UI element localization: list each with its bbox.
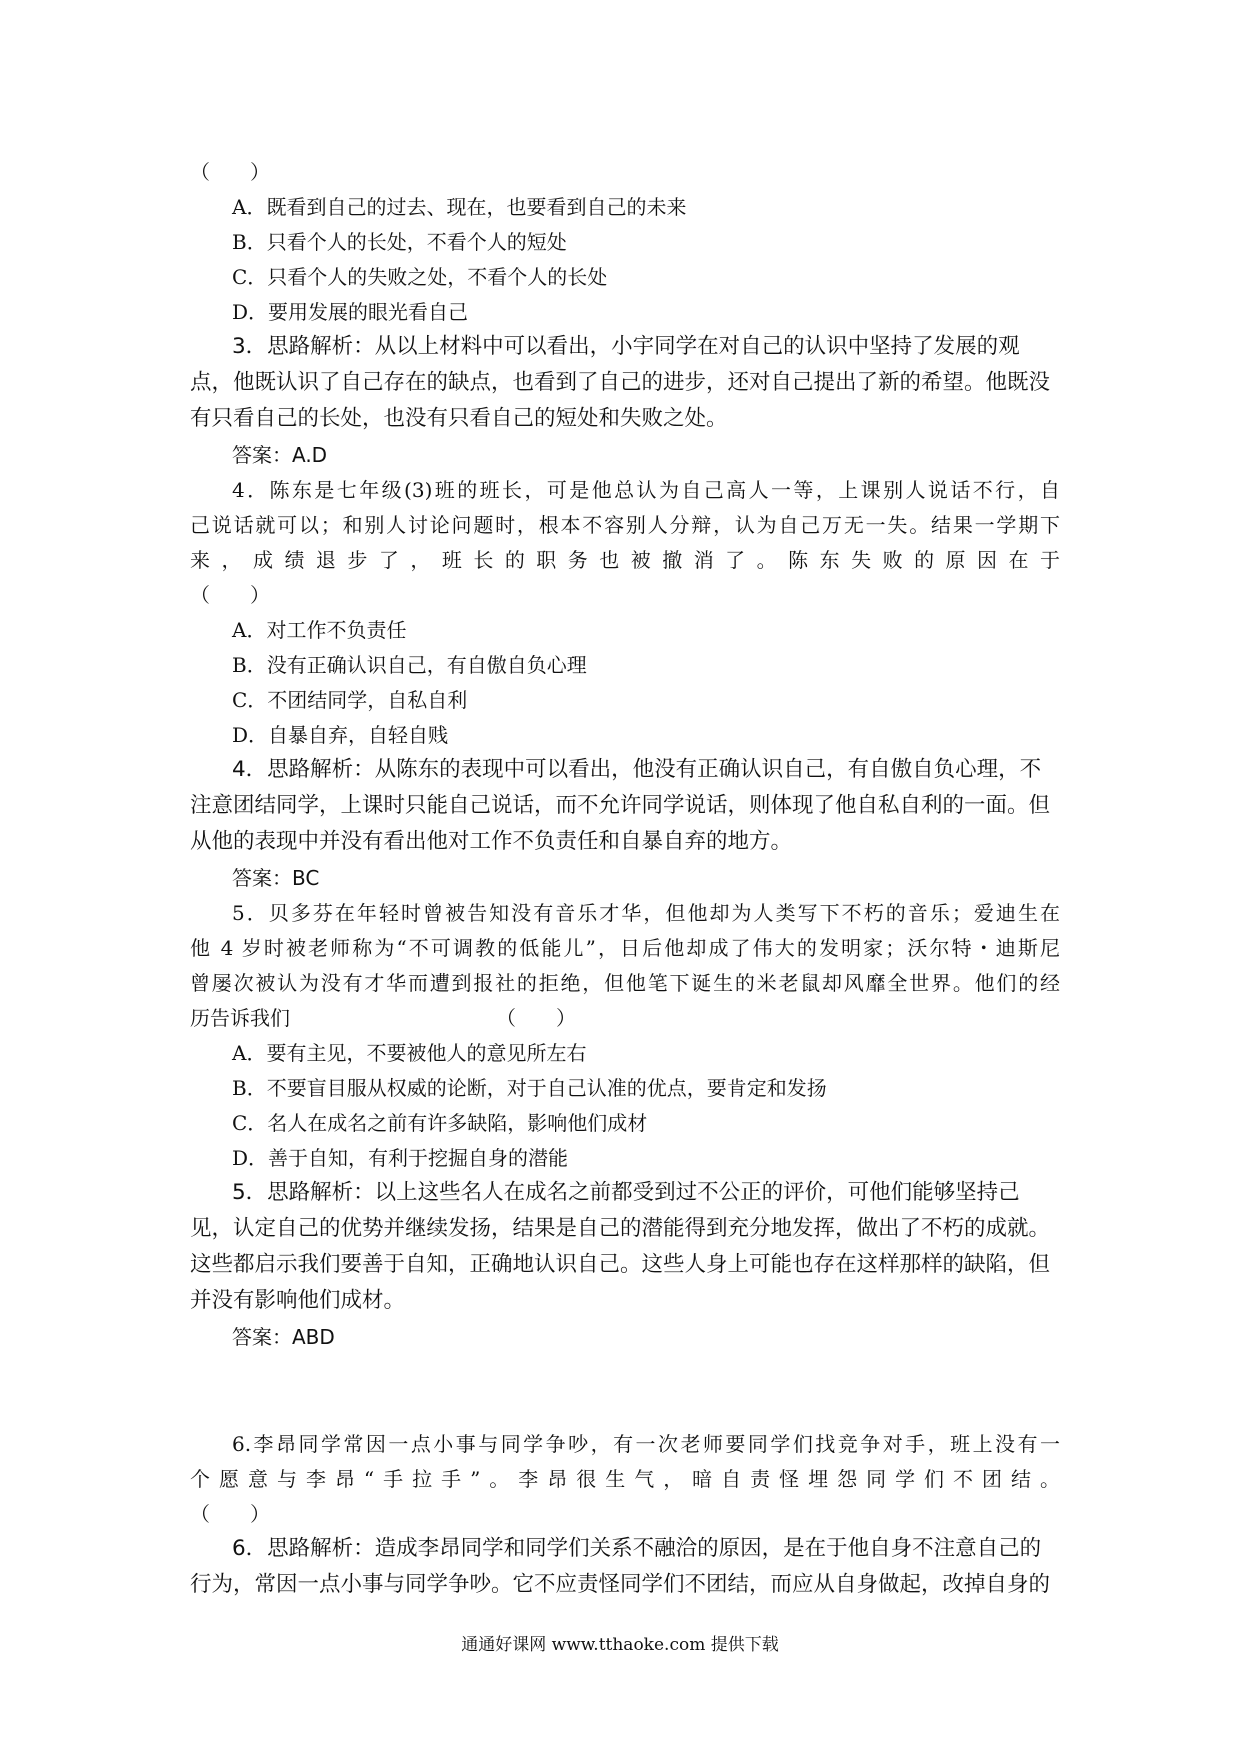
q2-option-a: A．既看到自己的过去、现在，也要看到自己的未来 [232, 195, 687, 219]
q5-option-b: B．不要盲目服从权威的论断，对于自己认准的优点，要肯定和发扬 [232, 1076, 827, 1100]
q4-question-line-2: 己说话就可以；和别人讨论问题时，根本不容别人分辩，认为自己万无一失。结果一学期下 [190, 513, 1060, 537]
q2-option-d: D．要用发展的眼光看自己 [232, 300, 469, 324]
q5-question-line-2: 他 4 岁时被老师称为“不可调教的低能儿”，日后他却成了伟大的发明家；沃尔特・迪斯尼 [190, 936, 1060, 960]
q3-analysis: 3．思路解析：从以上材料中可以看出，小宇同学在对自己的认识中坚持了发展的观点，他既认识了自己存在的缺点，也看到了自己的进步，还对自己提出了新的希望。他既没有只看自己的长处，也没有只看自己的短处和失败之处。 [190, 334, 1051, 431]
q4-question-line-1: 4．陈东是七年级(3)班的班长，可是他总认为自己高人一等，上课别人说话不行，自 [232, 478, 1060, 502]
q4-option-a: A．对工作不负责任 [232, 618, 407, 642]
q5-option-c: C．名人在成名之前有许多缺陷，影响他们成材 [232, 1111, 648, 1135]
q5-analysis: 5．思路解析：以上这些名人在成名之前都受到过不公正的评价，可他们能够坚持己见，认定自己的优势并继续发扬，结果是自己的潜能得到充分地发挥，做出了不朽的成就。这些都启示我们要善于自知，正确地认识自己。这些人身上可能也存在这样那样的缺陷，但并没有影响他们成材。 [190, 1180, 1051, 1313]
q5-option-a: A．要有主见，不要被他人的意见所左右 [232, 1041, 587, 1065]
q4-option-d: D．自暴自弃，自轻自贱 [232, 723, 449, 747]
q3-answer: 答案：A.D [232, 443, 328, 467]
q4-question-line-3: 来，成绩退步了，班长的职务也被撤消了。陈东失败的原因在于 [190, 548, 1060, 572]
page-footer: 通通好课网 www.tthaoke.com 提供下载 [461, 1635, 779, 1655]
q5-answer: 答案：ABD [232, 1325, 335, 1349]
q5-answer-parentheses: （ ） [496, 1006, 576, 1030]
q5-question-line-4: 历告诉我们 [190, 1006, 290, 1030]
q2-option-b: B．只看个人的长处，不看个人的短处 [232, 230, 567, 254]
q2-answer-parentheses: （ ） [190, 160, 270, 184]
q2-option-c: C．只看个人的失败之处，不看个人的长处 [232, 265, 608, 289]
q6-answer-parentheses: （ ） [190, 1502, 270, 1526]
q6-question-line-2: 个愿意与李昂“手拉手”。李昂很生气，暗自责怪埋怨同学们不团结。 [190, 1467, 1060, 1491]
q5-question-line-3: 曾屡次被认为没有才华而遭到报社的拒绝，但他笔下诞生的米老鼠却风靡全世界。他们的经 [190, 971, 1060, 995]
q5-option-d: D．善于自知，有利于挖掘自身的潜能 [232, 1146, 569, 1170]
q4-answer-parentheses: （ ） [190, 583, 270, 607]
q4-option-b: B．没有正确认识自己，有自傲自负心理 [232, 653, 587, 677]
q5-question-line-1: 5．贝多芬在年轻时曾被告知没有音乐才华，但他却为人类写下不朽的音乐；爱迪生在 [232, 901, 1060, 925]
q4-answer: 答案：BC [232, 866, 320, 890]
q4-option-c: C．不团结同学，自私自利 [232, 688, 468, 712]
q4-analysis: 4．思路解析：从陈东的表现中可以看出，他没有正确认识自己，有自傲自负心理，不注意团结同学，上课时只能自己说话，而不允许同学说话，则体现了他自私自利的一面。但从他的表现中并没有看出他对工作不负责任和自暴自弃的地方。 [190, 757, 1051, 854]
q6-analysis: 6．思路解析：造成李昂同学和同学们关系不融洽的原因，是在于他自身不注意自己的行为，常因一点小事与同学争吵。它不应责怪同学们不团结，而应从自身做起，改掉自身的 [190, 1536, 1051, 1597]
q6-question-line-1: 6.李昂同学常因一点小事与同学争吵，有一次老师要同学们找竞争对手，班上没有一 [232, 1432, 1060, 1456]
